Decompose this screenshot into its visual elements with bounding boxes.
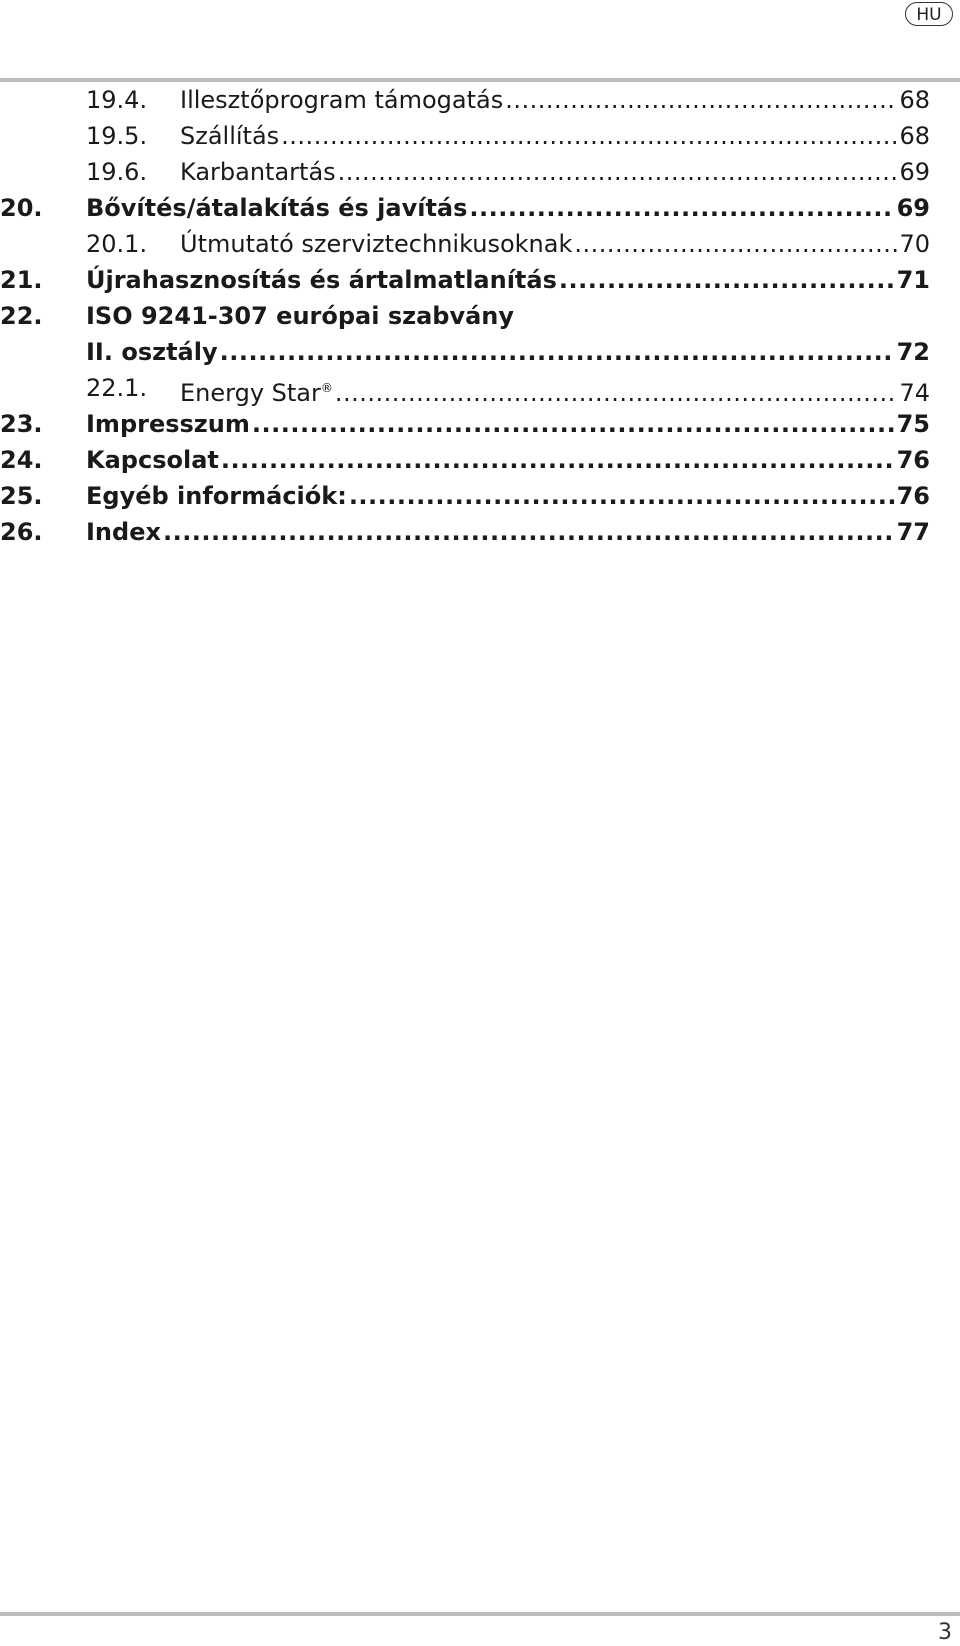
language-badge: HU bbox=[905, 2, 953, 26]
footer-divider bbox=[0, 1612, 960, 1616]
toc-entry-number: 22. bbox=[0, 302, 43, 330]
toc-entry-page: 70 bbox=[899, 230, 930, 258]
toc-entry-number: 25. bbox=[0, 482, 43, 510]
toc-entry-continuation[interactable] bbox=[0, 334, 930, 370]
toc-entry-title: Egyéb információk: bbox=[86, 482, 347, 510]
toc-entry-number: 20.1. bbox=[86, 230, 148, 258]
toc-entry[interactable] bbox=[0, 370, 930, 406]
leader-dots bbox=[163, 514, 895, 550]
toc-entry-page: 76 bbox=[896, 446, 930, 474]
toc-entry-page: 68 bbox=[899, 86, 930, 114]
page-number: 3 bbox=[938, 1620, 952, 1645]
toc-entry[interactable] bbox=[0, 406, 930, 442]
leader-dots bbox=[220, 334, 895, 370]
toc-entry-number: 19.4. bbox=[86, 86, 148, 114]
leader-dots bbox=[281, 118, 897, 154]
toc-entry-number: 26. bbox=[0, 518, 43, 546]
toc-entry-title: Szállítás bbox=[180, 122, 280, 150]
toc-entry[interactable] bbox=[0, 118, 930, 154]
toc-entry-number: 22.1. bbox=[86, 374, 148, 402]
toc-entry-title bbox=[180, 370, 333, 411]
toc-entry-title: Impresszum bbox=[86, 410, 250, 438]
toc-entry-page: 76 bbox=[896, 482, 930, 510]
toc-entry-number: 20. bbox=[0, 194, 43, 222]
toc-entry-page: 69 bbox=[896, 194, 930, 222]
toc-entry-page: 74 bbox=[899, 379, 930, 407]
leader-dots bbox=[469, 190, 894, 226]
toc-entry-title-text: Energy Star bbox=[180, 379, 321, 407]
toc-entry-title: II. osztály bbox=[86, 338, 218, 366]
toc-entry-page: 68 bbox=[899, 122, 930, 150]
leader-dots bbox=[221, 442, 895, 478]
toc-entry[interactable] bbox=[0, 82, 930, 118]
toc-entry[interactable] bbox=[0, 298, 930, 334]
toc-entry-title: Újrahasznosítás és ártalmatlanítás bbox=[86, 266, 557, 294]
toc-entry-number: 19.6. bbox=[86, 158, 148, 186]
leader-dots bbox=[349, 478, 895, 514]
toc-entry-title: Index bbox=[86, 518, 161, 546]
toc-entry-title: ISO 9241-307 európai szabvány bbox=[86, 302, 515, 330]
toc-entry-page: 72 bbox=[896, 338, 930, 366]
toc-entry-title: Illesztőprogram támogatás bbox=[180, 86, 504, 114]
leader-dots bbox=[574, 226, 897, 262]
toc-entry-number: 24. bbox=[0, 446, 43, 474]
registered-mark: ® bbox=[320, 381, 333, 395]
leader-dots bbox=[505, 82, 897, 118]
toc-entry-page: 69 bbox=[899, 158, 930, 186]
toc-entry-number: 23. bbox=[0, 410, 43, 438]
toc-entry[interactable] bbox=[0, 190, 930, 226]
toc-entry-title: Karbantartás bbox=[180, 158, 336, 186]
toc-entry[interactable] bbox=[0, 478, 930, 514]
toc-entry-title: Kapcsolat bbox=[86, 446, 219, 474]
leader-dots bbox=[252, 406, 895, 442]
toc-entry[interactable] bbox=[0, 442, 930, 478]
leader-dots bbox=[559, 262, 895, 298]
toc-entry-title: Bővítés/átalakítás és javítás bbox=[86, 194, 468, 222]
toc-entry[interactable] bbox=[0, 226, 930, 262]
toc-entry-number: 21. bbox=[0, 266, 43, 294]
toc-entry-number: 19.5. bbox=[86, 122, 148, 150]
leader-dots bbox=[338, 154, 898, 190]
toc-entry[interactable] bbox=[0, 154, 930, 190]
toc-entry-page: 75 bbox=[896, 410, 930, 438]
toc-entry-title: Útmutató szerviztechnikusoknak bbox=[180, 230, 573, 258]
toc-entry[interactable] bbox=[0, 514, 930, 550]
toc-entry-page: 71 bbox=[896, 266, 930, 294]
toc-entry-page: 77 bbox=[896, 518, 930, 546]
toc-entry[interactable] bbox=[0, 262, 930, 298]
